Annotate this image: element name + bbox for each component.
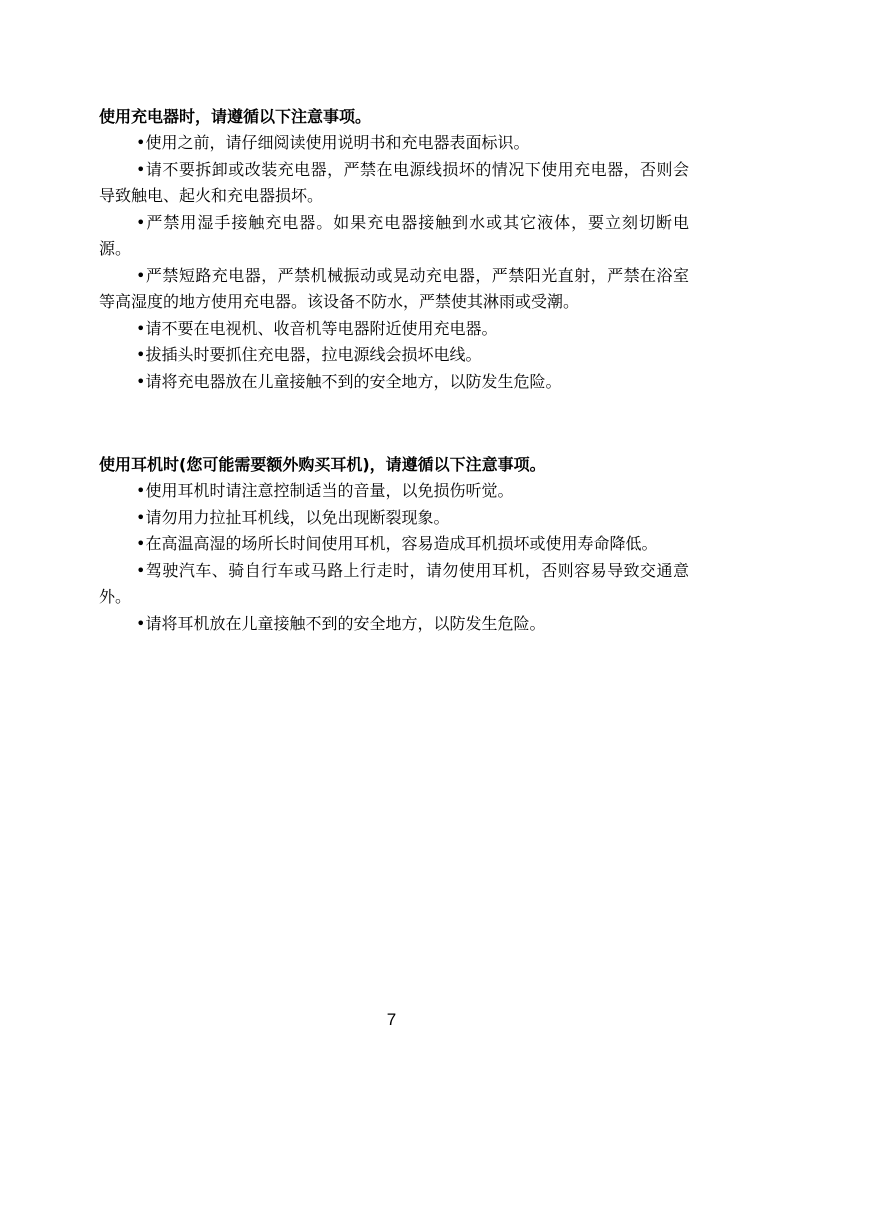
- list-item: •请将耳机放在儿童接触不到的安全地方，以防发生危险。: [136, 613, 546, 633]
- charger-precautions-section: [99, 104, 689, 395]
- list-item: •请勿用力拉扯耳机线，以免出现断裂现象。: [136, 507, 450, 527]
- list-item: •在高温高湿的场所长时间使用耳机，容易造成耳机损坏或使用寿命降低。: [136, 534, 658, 553]
- list-item: •请不要拆卸或改装充电器，严禁在电源线损坏的情况下使用充电器，否则会导致触电、起火和充电器损坏。: [99, 159, 689, 205]
- page-number: 7: [386, 1010, 397, 1029]
- list-item: •严禁短路充电器，严禁机械振动或晃动充电器，严禁阳光直射，严禁在浴室等高湿度的地方使用充电器。该设备不防水，严禁使其淋雨或受潮。: [99, 265, 689, 311]
- list-item: •驾驶汽车、骑自行车或马路上行走时，请勿使用耳机，否则容易导致交通意外。: [99, 560, 689, 606]
- list-item: •严禁用湿手接触充电器。如果充电器接触到水或其它液体，要立刻切断电源。: [99, 212, 689, 258]
- list-item: •使用之前，请仔细阅读使用说明书和充电器表面标识。: [136, 133, 530, 152]
- earphone-precautions-heading: 使用耳机时(您可能需要额外购买耳机)，请遵循以下注意事项。: [99, 455, 546, 474]
- charger-precautions-heading: 使用充电器时，请遵循以下注意事项。: [99, 107, 372, 126]
- earphone-precautions-section: [99, 452, 689, 637]
- list-item: •请将充电器放在儿童接触不到的安全地方，以防发生危险。: [136, 371, 562, 391]
- earphone-precautions-list: [99, 478, 689, 637]
- list-item: •请不要在电视机、收音机等电器附近使用充电器。: [136, 318, 498, 338]
- charger-precautions-list: [99, 130, 689, 395]
- list-item: •拔插头时要抓住充电器，拉电源线会损坏电线。: [136, 345, 482, 364]
- list-item: •使用耳机时请注意控制适当的音量，以免损伤听觉。: [136, 481, 514, 500]
